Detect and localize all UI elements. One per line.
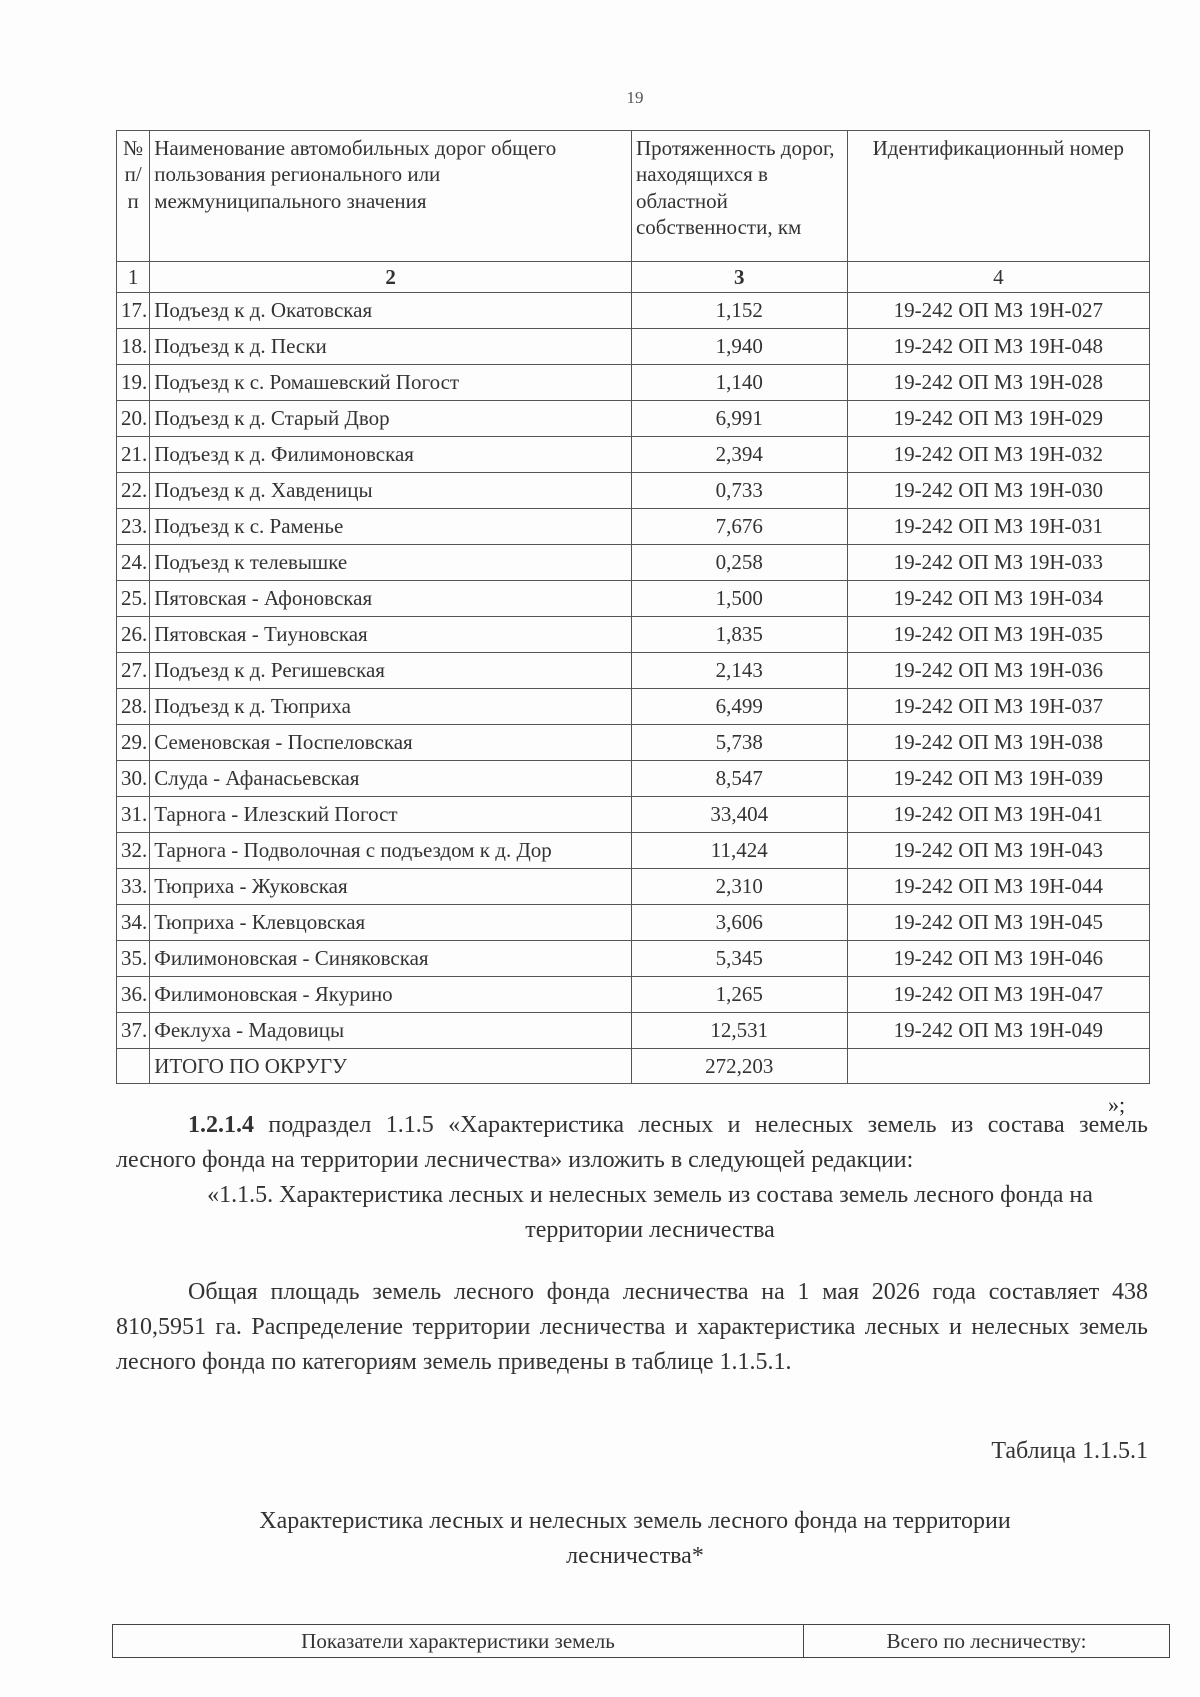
road-id: 19-242 ОП МЗ 19Н-048 (847, 329, 1149, 365)
road-id: 19-242 ОП МЗ 19Н-035 (847, 617, 1149, 653)
road-length: 2,394 (631, 437, 847, 473)
row-number: 18. (117, 329, 150, 365)
road-length: 33,404 (631, 797, 847, 833)
row-number: 24. (117, 545, 150, 581)
row-number: 30. (117, 761, 150, 797)
row-number: 23. (117, 509, 150, 545)
road-name: Тарнога - Подволочная с подъездом к д. Дор (150, 833, 632, 869)
roads-header-row (117, 131, 1150, 262)
row-number: 37. (117, 1013, 150, 1049)
land-header-indicators: Показатели характеристики земель (113, 1625, 804, 1658)
road-id: 19-242 ОП МЗ 19Н-044 (847, 869, 1149, 905)
road-name: Подъезд к д. Регишевская (150, 653, 632, 689)
road-length: 3,606 (631, 905, 847, 941)
road-length: 5,345 (631, 941, 847, 977)
row-number: 27. (117, 653, 150, 689)
table-row (117, 509, 1150, 545)
road-length: 1,835 (631, 617, 847, 653)
row-number: 25. (117, 581, 150, 617)
row-number: 31. (117, 797, 150, 833)
total-length: 272,203 (631, 1049, 847, 1084)
table-row (117, 761, 1150, 797)
land-header-row (113, 1625, 1170, 1658)
table-row (117, 545, 1150, 581)
road-name: Тюприха - Клевцовская (150, 905, 632, 941)
table-row (117, 293, 1150, 329)
land-table (112, 1624, 1170, 1658)
road-length: 7,676 (631, 509, 847, 545)
road-name: Пятовская - Тиуновская (150, 617, 632, 653)
table-row (117, 1013, 1150, 1049)
column-number: 3 (631, 262, 847, 293)
land-header-total: Всего по лесничеству: (804, 1625, 1170, 1658)
intro-paragraph (116, 1108, 1148, 1178)
road-name: Подъезд к с. Раменье (150, 509, 632, 545)
row-number: 35. (117, 941, 150, 977)
table-row (117, 473, 1150, 509)
column-number: 1 (117, 262, 150, 293)
table-row (117, 977, 1150, 1013)
column-number: 4 (847, 262, 1149, 293)
road-length: 2,143 (631, 653, 847, 689)
road-name: Тарнога - Илезский Погост (150, 797, 632, 833)
road-name: Слуда - Афанасьевская (150, 761, 632, 797)
road-length: 0,258 (631, 545, 847, 581)
table-row (117, 941, 1150, 977)
road-length: 1,500 (631, 581, 847, 617)
table-row (117, 725, 1150, 761)
page-number: 19 (626, 88, 644, 107)
total-label: ИТОГО ПО ОКРУГУ (150, 1049, 632, 1084)
header-name: Наименование автомобильных дорог общего пользования регионального или межмуниципального значения (150, 131, 632, 262)
row-number: 22. (117, 473, 150, 509)
road-length: 2,310 (631, 869, 847, 905)
road-name: Подъезд к телевышке (150, 545, 632, 581)
row-number: 26. (117, 617, 150, 653)
table-row (117, 329, 1150, 365)
row-number: 32. (117, 833, 150, 869)
road-id: 19-242 ОП МЗ 19Н-031 (847, 509, 1149, 545)
road-id: 19-242 ОП МЗ 19Н-039 (847, 761, 1149, 797)
road-id: 19-242 ОП МЗ 19Н-049 (847, 1013, 1149, 1049)
road-id: 19-242 ОП МЗ 19Н-037 (847, 689, 1149, 725)
road-length: 1,265 (631, 977, 847, 1013)
table-row (117, 869, 1150, 905)
row-number: 21. (117, 437, 150, 473)
total-id (847, 1049, 1149, 1084)
table-row (117, 365, 1150, 401)
table-row (117, 689, 1150, 725)
table-row (117, 905, 1150, 941)
road-length: 11,424 (631, 833, 847, 869)
road-name: Подъезд к д. Старый Двор (150, 401, 632, 437)
road-length: 1,940 (631, 329, 847, 365)
column-numbers-row (117, 262, 1150, 293)
table-row (117, 581, 1150, 617)
closing-quote: »; (1108, 1092, 1126, 1117)
road-id: 19-242 ОП МЗ 19Н-036 (847, 653, 1149, 689)
road-id: 19-242 ОП МЗ 19Н-033 (847, 545, 1149, 581)
road-name: Подъезд к д. Пески (150, 329, 632, 365)
road-id: 19-242 ОП МЗ 19Н-041 (847, 797, 1149, 833)
road-id: 19-242 ОП МЗ 19Н-030 (847, 473, 1149, 509)
road-name: Пятовская - Афоновская (150, 581, 632, 617)
roads-table (116, 130, 1150, 1084)
road-length: 1,140 (631, 365, 847, 401)
road-length: 6,991 (631, 401, 847, 437)
header-length: Протяженность дорог, находящихся в областной собственности, км (631, 131, 847, 262)
road-id: 19-242 ОП МЗ 19Н-032 (847, 437, 1149, 473)
road-name: Тюприха - Жуковская (150, 869, 632, 905)
road-id: 19-242 ОП МЗ 19Н-028 (847, 365, 1149, 401)
road-length: 12,531 (631, 1013, 847, 1049)
total-num (117, 1049, 150, 1084)
road-name: Подъезд к д. Тюприха (150, 689, 632, 725)
road-id: 19-242 ОП МЗ 19Н-046 (847, 941, 1149, 977)
row-number: 29. (117, 725, 150, 761)
road-name: Подъезд к д. Хавденицы (150, 473, 632, 509)
road-name: Феклуха - Мадовицы (150, 1013, 632, 1049)
row-number: 33. (117, 869, 150, 905)
table-row (117, 401, 1150, 437)
table-row (117, 797, 1150, 833)
clause-text: подраздел 1.1.5 «Характеристика лесных и нелесных земель из состава земель лесного фонда на территории лесничества» изложить в следующей редакции: (116, 1112, 1148, 1173)
road-length: 1,152 (631, 293, 847, 329)
road-name: Филимоновская - Синяковская (150, 941, 632, 977)
road-name: Семеновская - Поспеловская (150, 725, 632, 761)
table-label: Таблица 1.1.5.1 (991, 1438, 1148, 1464)
road-length: 8,547 (631, 761, 847, 797)
header-id: Идентификационный номер (847, 131, 1149, 262)
row-number: 19. (117, 365, 150, 401)
road-name: Подъезд к с. Ромашевский Погост (150, 365, 632, 401)
total-row (117, 1049, 1150, 1084)
road-id: 19-242 ОП МЗ 19Н-029 (847, 401, 1149, 437)
row-number: 34. (117, 905, 150, 941)
road-length: 5,738 (631, 725, 847, 761)
row-number: 20. (117, 401, 150, 437)
road-id: 19-242 ОП МЗ 19Н-027 (847, 293, 1149, 329)
table-title: Характеристика лесных и нелесных земель лесного фонда на территории лесничества* (259, 1508, 1011, 1569)
road-id: 19-242 ОП МЗ 19Н-034 (847, 581, 1149, 617)
road-length: 6,499 (631, 689, 847, 725)
header-num: № п/п (117, 131, 150, 262)
row-number: 17. (117, 293, 150, 329)
row-number: 28. (117, 689, 150, 725)
road-name: Подъезд к д. Окатовская (150, 293, 632, 329)
road-id: 19-242 ОП МЗ 19Н-047 (847, 977, 1149, 1013)
road-name: Филимоновская - Якурино (150, 977, 632, 1013)
row-number: 36. (117, 977, 150, 1013)
table-row (117, 833, 1150, 869)
table-row (117, 653, 1150, 689)
road-length: 0,733 (631, 473, 847, 509)
road-id: 19-242 ОП МЗ 19Н-043 (847, 833, 1149, 869)
clause-number: 1.2.1.4 (188, 1112, 254, 1138)
area-paragraph: Общая площадь земель лесного фонда лесничества на 1 мая 2026 года составляет 438 810,5951 га. Распределение территории лесничества и характеристика лесных и нелесных земель лесного фонда по категориям земель приведены в таблице 1.1.5.1. (116, 1279, 1148, 1375)
road-name: Подъезд к д. Филимоновская (150, 437, 632, 473)
table-row (117, 617, 1150, 653)
road-id: 19-242 ОП МЗ 19Н-038 (847, 725, 1149, 761)
column-number: 2 (150, 262, 632, 293)
table-row (117, 437, 1150, 473)
road-id: 19-242 ОП МЗ 19Н-045 (847, 905, 1149, 941)
section-heading: «1.1.5. Характеристика лесных и нелесных земель из состава земель лесного фонда на территории лесничества (207, 1182, 1093, 1243)
roads-table-body (117, 293, 1150, 1049)
